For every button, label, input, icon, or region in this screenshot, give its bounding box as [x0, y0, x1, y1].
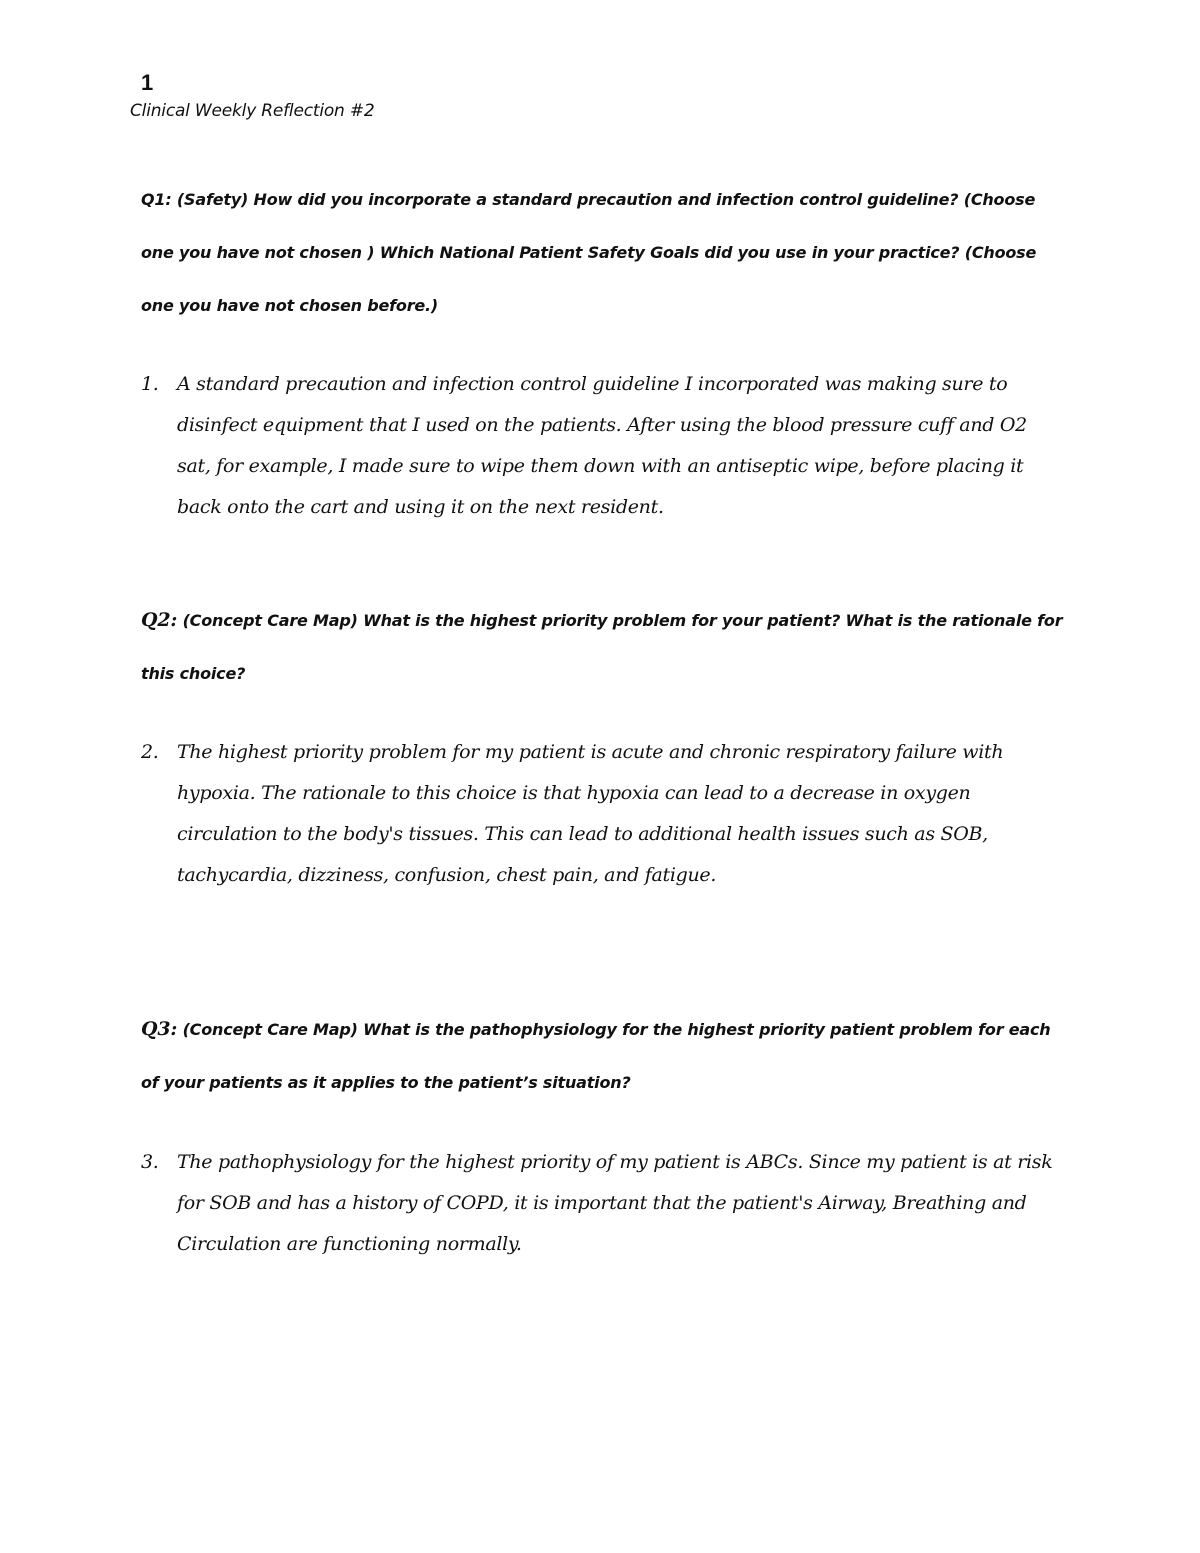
answer-2-number: 2.	[141, 741, 159, 763]
question-2-label: Q2:	[141, 609, 178, 631]
question-2-text: (Concept Care Map) What is the highest priority problem for your patient? What is the rationale for this choice?	[141, 611, 1063, 683]
question-1-label: Q1:	[141, 190, 172, 209]
answer-2	[141, 732, 1061, 896]
question-3	[141, 1003, 1071, 1109]
question-1-text: (Safety) How did you incorporate a standard precaution and infection control guideline? (Choose one you have not chosen ) Which National Patient Safety Goals did you use in your practice? (Choose one you have not chosen before.)	[141, 190, 1037, 315]
document-title: Clinical Weekly Reflection #2	[130, 101, 375, 121]
question-3-label: Q3:	[141, 1018, 178, 1040]
answer-3-text: The pathophysiology for the highest priority of my patient is ABCs. Since my patient is at risk for SOB and has a history of COPD, it is important that the patient's Airway, Breathing and Circulation are functioning normally.	[177, 1151, 1053, 1255]
answer-1	[141, 364, 1061, 528]
answer-3	[141, 1142, 1061, 1265]
page-number: 1	[141, 70, 154, 95]
answer-1-number: 1.	[141, 373, 159, 395]
answer-1-text: A standard precaution and infection control guideline I incorporated was making sure to disinfect equipment that I used on the patients. After using the blood pressure cuff and O2 sat, for example, I made sure to wipe them down with an antiseptic wipe, before placing it back onto the cart and using it on the next resident.	[177, 373, 1027, 518]
answer-3-number: 3.	[141, 1151, 159, 1173]
question-3-text: (Concept Care Map) What is the pathophysiology for the highest priority patient problem for each of your patients as it applies to the patient’s situation?	[141, 1020, 1051, 1092]
question-1	[141, 173, 1071, 332]
answer-2-text: The highest priority problem for my patient is acute and chronic respiratory failure with hypoxia. The rationale to this choice is that hypoxia can lead to a decrease in oxygen circulation to the body's tissues. This can lead to additional health issues such as SOB, tachycardia, dizziness, confusion, chest pain, and fatigue.	[177, 741, 1004, 886]
question-2	[141, 594, 1071, 700]
